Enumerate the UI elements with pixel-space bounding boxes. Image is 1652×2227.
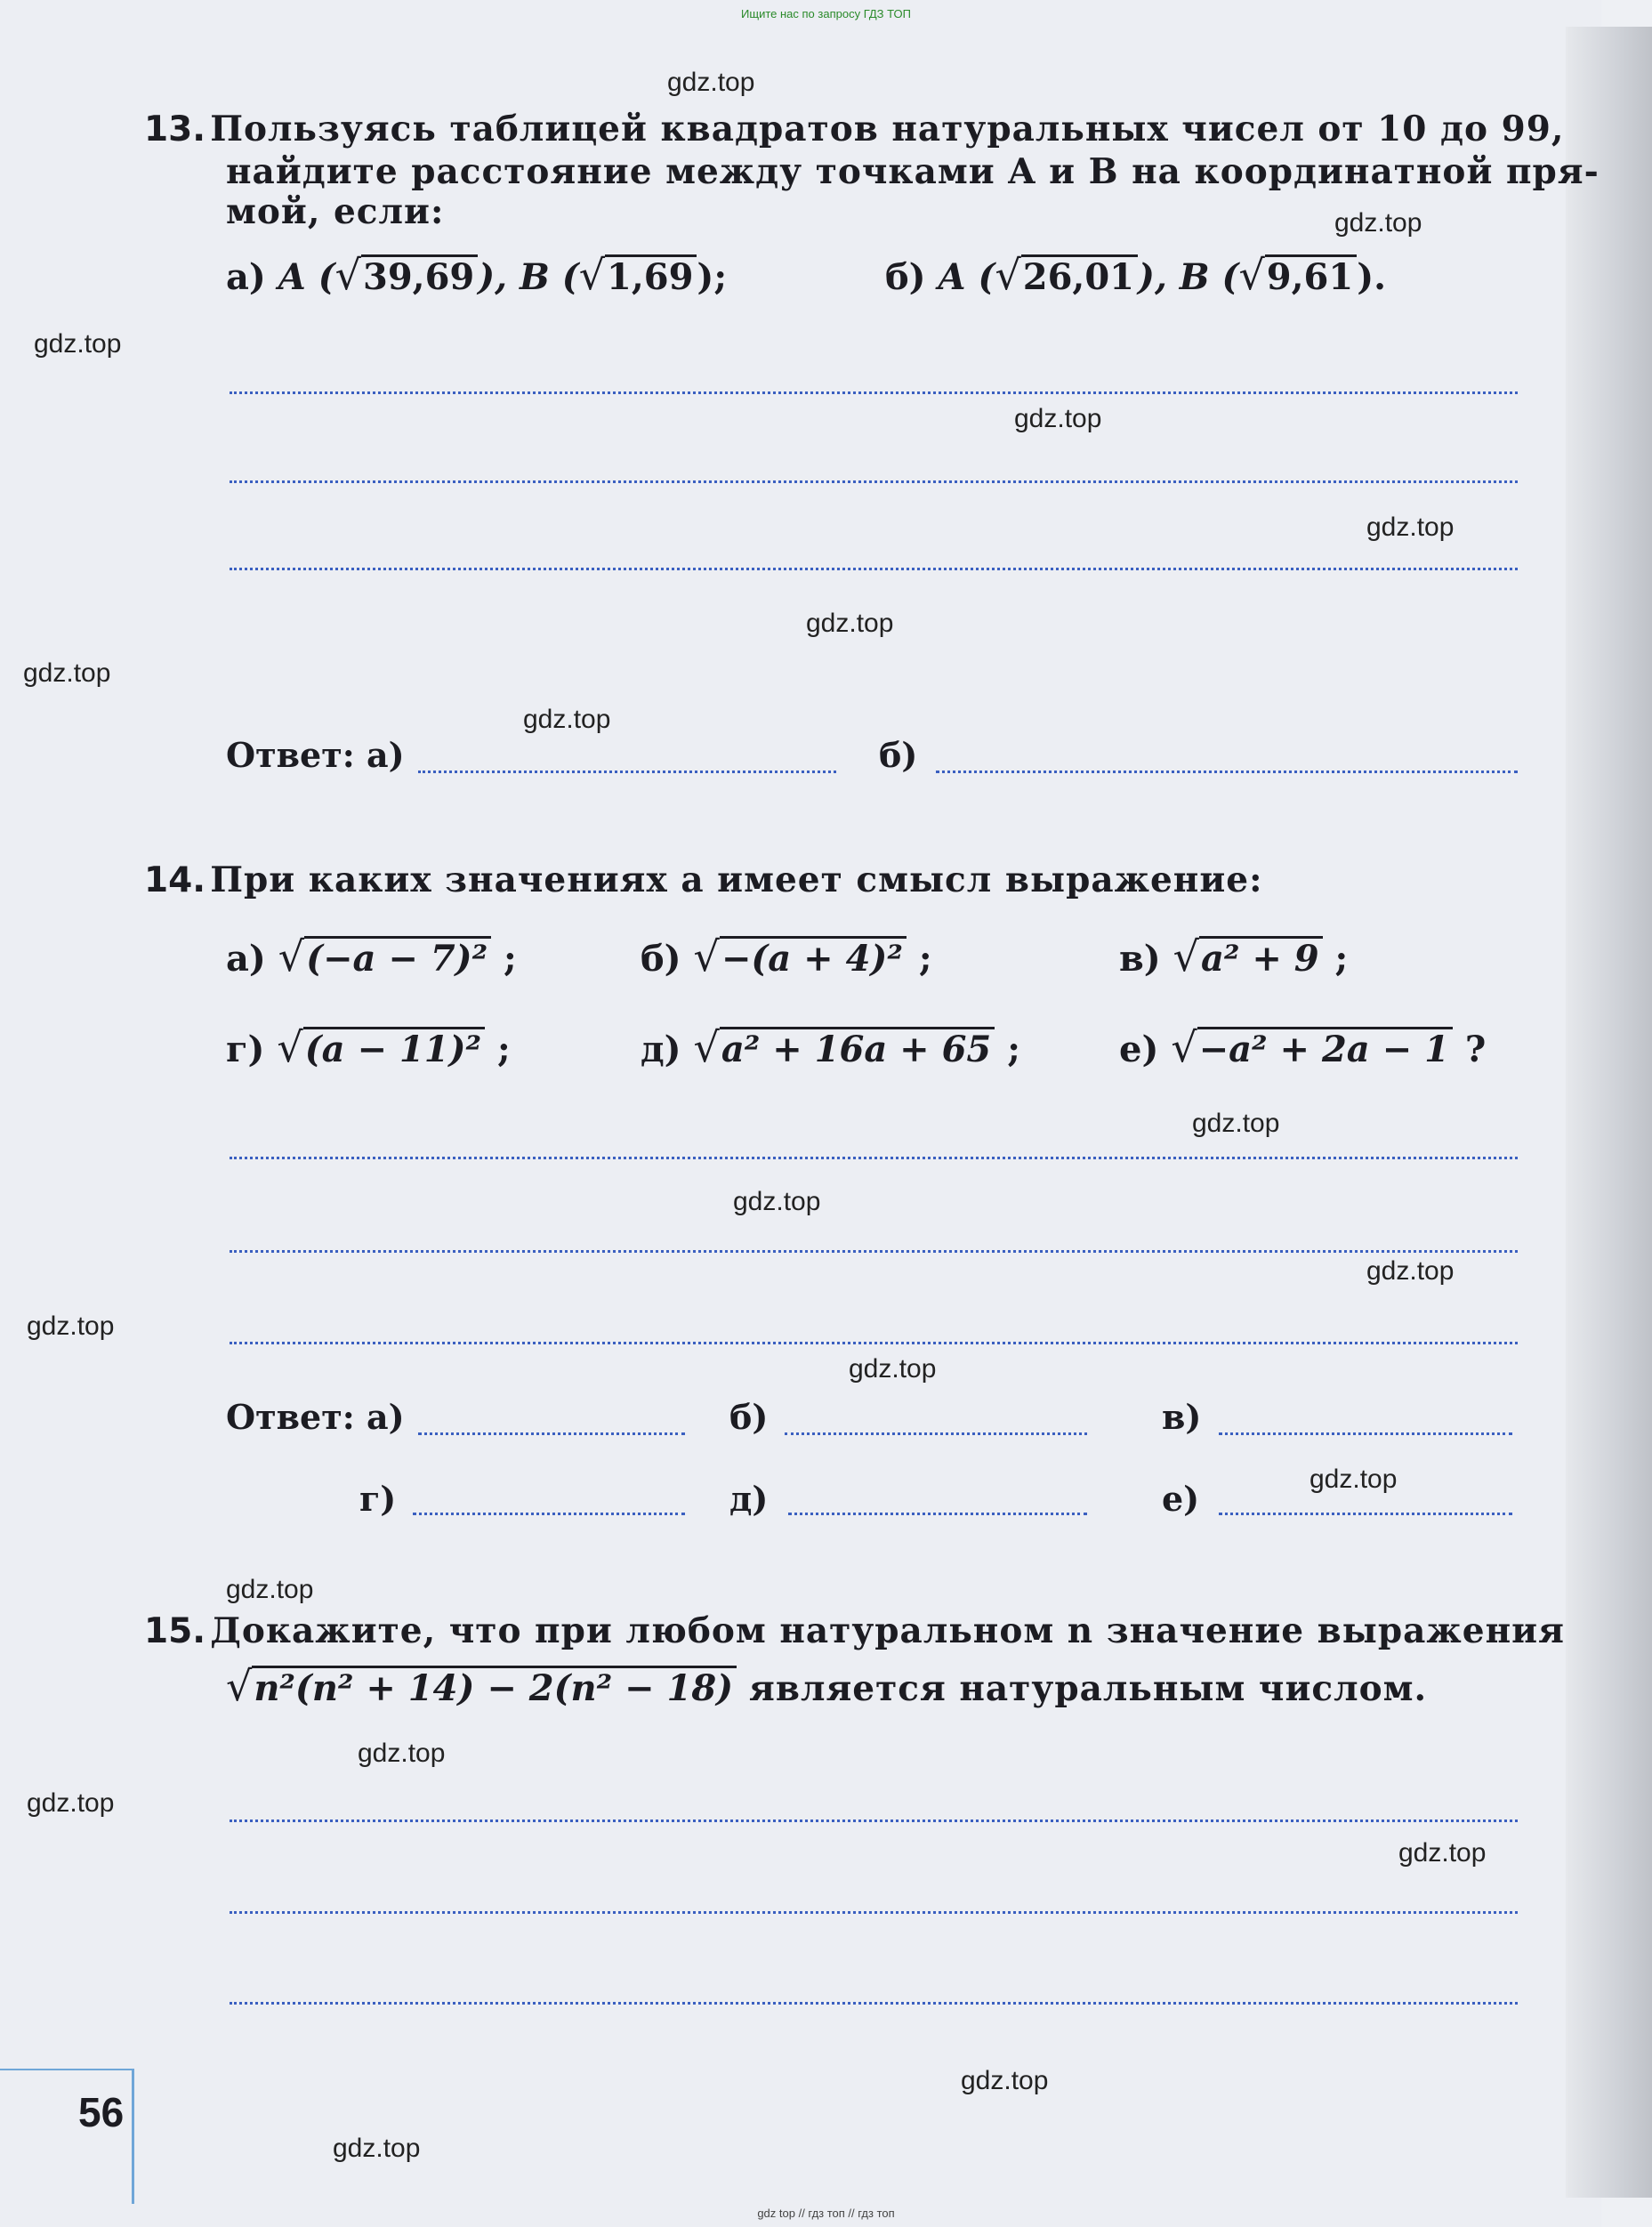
watermark: gdz.top — [806, 609, 894, 638]
answer-field-a[interactable] — [418, 771, 836, 773]
watermark: gdz.top — [1310, 1464, 1398, 1494]
watermark: gdz.top — [1366, 1256, 1455, 1286]
task14-item-g: г) √(a − 11)² ; — [226, 1023, 511, 1071]
answer-field-b[interactable] — [936, 771, 1518, 773]
answer-label-g: г) — [359, 1479, 397, 1519]
watermark: gdz.top — [1192, 1109, 1280, 1138]
answer-field-a[interactable] — [418, 1432, 685, 1435]
watermark: gdz.top — [23, 658, 111, 688]
task15-text — [144, 1610, 1565, 1651]
task13-line2: найдите расстояние между точками A и B на координатной пря- — [226, 151, 1600, 192]
task13-answer: Ответ: а) — [226, 735, 405, 775]
answer-label-v: в) — [1162, 1397, 1202, 1437]
answer-line[interactable] — [230, 1157, 1518, 1159]
answer-label-d: д) — [729, 1479, 769, 1519]
task15-number: 15. — [144, 1611, 206, 1651]
answer-field-v[interactable] — [1219, 1432, 1512, 1435]
page-number: 56 — [78, 2089, 125, 2135]
watermark: gdz.top — [733, 1187, 821, 1216]
watermark: gdz.top — [358, 1739, 446, 1768]
task14-line1: При каких значениях a имеет смысл выражение: — [210, 859, 1263, 900]
radicand: 26,01 — [1021, 254, 1138, 296]
watermark: gdz.top — [1366, 512, 1455, 542]
task14-item-e: е) √−a² + 2a − 1 ? — [1119, 1023, 1487, 1071]
watermark: gdz.top — [849, 1354, 937, 1384]
watermark: gdz.top — [27, 1311, 115, 1341]
top-watermark: Ищите нас по запросу ГДЗ ТОП — [741, 7, 911, 20]
answer-field-g[interactable] — [413, 1513, 685, 1515]
watermark: gdz.top — [1014, 404, 1102, 433]
answer-label-b: б) — [729, 1397, 769, 1437]
task15-line2: √n²(n² + 14) − 2(n² − 18) является натуральным числом. — [226, 1662, 1428, 1710]
answer-line[interactable] — [230, 480, 1518, 483]
watermark: gdz.top — [226, 1575, 314, 1604]
radicand: 9,61 — [1265, 254, 1357, 296]
watermark: gdz.top — [523, 705, 611, 734]
bottom-watermark: gdz top // гдз топ // гдз топ — [757, 2207, 895, 2220]
watermark: gdz.top — [667, 68, 755, 97]
answer-label-e: е) — [1162, 1479, 1200, 1519]
answer-line[interactable] — [230, 1820, 1518, 1822]
task14-answer: Ответ: а) — [226, 1397, 405, 1437]
item-label: а) — [226, 256, 266, 298]
watermark: gdz.top — [1334, 208, 1422, 238]
answer-field-d[interactable] — [788, 1513, 1087, 1515]
watermark: gdz.top — [1398, 1838, 1487, 1868]
page-number-box — [0, 2069, 134, 2204]
task14-text — [144, 859, 1263, 900]
task14-number: 14. — [144, 860, 206, 900]
answer-line[interactable] — [230, 1911, 1518, 1914]
watermark: gdz.top — [34, 329, 122, 359]
task14-item-d: д) √a² + 16a + 65 ; — [641, 1023, 1020, 1071]
task13-line1: Пользуясь таблицей квадратов натуральных чисел от 10 до 99, — [210, 109, 1565, 149]
page-edge-shadow — [1566, 27, 1652, 2198]
task15-expression: n²(n² + 14) − 2(n² − 18) — [252, 1666, 737, 1707]
radicand: 39,69 — [361, 254, 478, 296]
answer-line[interactable] — [230, 1342, 1518, 1344]
answer-line[interactable] — [230, 1250, 1518, 1253]
answer-line[interactable] — [230, 391, 1518, 394]
task13-item-b: б) A (√26,01 ), B (√9,61 ). — [885, 251, 1387, 299]
task15-line1: Докажите, что при любом натуральном n значение выражения — [210, 1610, 1565, 1651]
task14-item-v: в) √a² + 9 ; — [1119, 932, 1349, 980]
watermark: gdz.top — [27, 1788, 115, 1818]
task13-line3: мой, если: — [226, 191, 445, 232]
watermark: gdz.top — [961, 2066, 1049, 2095]
task13-item-a: а) A (√39,69 ), B (√1,69 ); — [226, 251, 728, 299]
task13-number: 13. — [144, 109, 206, 149]
answer-line[interactable] — [230, 2002, 1518, 2005]
radicand: 1,69 — [605, 254, 697, 296]
task14-item-b: б) √−(a + 4)² ; — [641, 932, 932, 980]
item-label: б) — [885, 256, 926, 298]
task13-answer-b-label: б) — [879, 735, 918, 775]
answer-field-e[interactable] — [1219, 1513, 1512, 1515]
answer-line[interactable] — [230, 568, 1518, 570]
watermark: gdz.top — [333, 2134, 421, 2163]
task14-item-a: а) √(−a − 7)² ; — [226, 932, 517, 980]
answer-field-b[interactable] — [785, 1432, 1087, 1435]
task13-text — [144, 109, 1564, 149]
